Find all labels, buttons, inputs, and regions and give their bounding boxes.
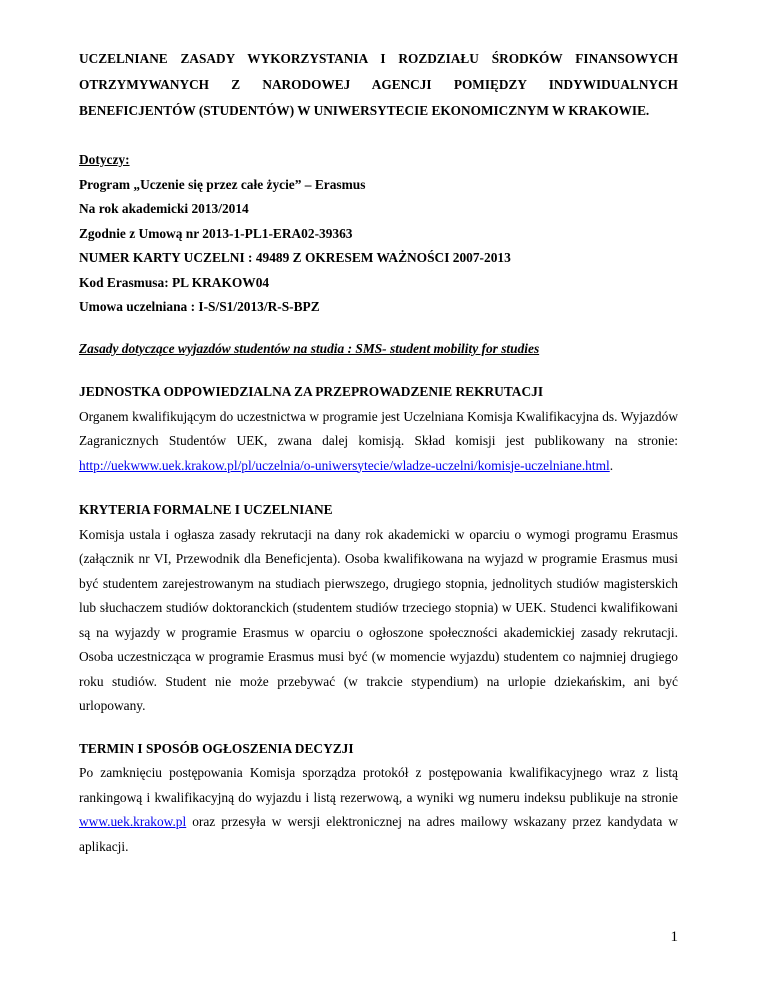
section-heading: JEDNOSTKA ODPOWIEDZIALNA ZA PRZEPROWADZENIE REKRUTACJI	[79, 384, 544, 399]
academic-year-line: Na rok akademicki 2013/2014	[79, 201, 249, 216]
paragraph-text: Po zamknięciu postępowania Komisja sporządza protokół z postępowania kwalifikacyjnego wraz z listą rankingową i kwalifikacyjną do wyjazdu i listą rezerwową, a wyniki wg numeru indeksu publikuje na stronie	[79, 765, 678, 805]
section-recruitment-unit	[79, 380, 678, 478]
paragraph-text-end: .	[609, 457, 614, 473]
program-line: Program „Uczenie się przez całe życie” – Erasmus	[79, 176, 366, 192]
university-agreement-line: Umowa uczelniana : I-S/S1/2013/R-S-BPZ	[79, 299, 320, 314]
section-heading: KRYTERIA FORMALNE I UCZELNIANE	[79, 502, 333, 517]
concerns-label: Dotyczy:	[79, 152, 130, 167]
paragraph-text: Organem kwalifikującym do uczestnictwa w programie jest Uczelniana Komisja Kwalifikacyjna ds. Wyjazdów Zagranicznych Studentów UEK, zwana dalej komisją. Skład komisji jest publikowany na stronie:	[79, 408, 678, 448]
university-website-link[interactable]: www.uek.krakow.pl	[79, 814, 187, 829]
concerns-block	[79, 148, 678, 320]
section-decision-announcement	[79, 737, 678, 860]
erasmus-code-line: Kod Erasmusa: PL KRAKOW04	[79, 274, 270, 290]
document-content	[79, 46, 678, 859]
section-formal-criteria	[79, 498, 678, 719]
agreement-line: Zgodnie z Umową nr 2013-1-PL1-ERA02-39363	[79, 225, 353, 241]
section-paragraph: Komisja ustala i ogłasza zasady rekrutacji na dany rok akademicki w oparciu o wymogi programu Erasmus (załącznik nr VI, Przewodnik dla Beneficjenta). Osoba kwalifikowana na wyjazd w programie Erasmus musi być studentem zarejestrowanym na studiach pierwszego, drugiego stopnia, jednolitych studiów magisterskich lub słuchaczem studiów doktoranckich (studentem studiów trzeciego stopnia) w UEK. Studenci kwalifikowani są na wyjazdy w programie Erasmus w oparciu o ogłoszone społeczności akademickiej zasady rekrutacji. Osoba uczestnicząca w programie Erasmus musi być (w momencie wyjazdu) studentem co najmniej drugiego roku studiów. Student nie może przebywać (w trakcie stypendium) na urlopie dziekańskim, ani być urlopowany.	[79, 526, 678, 713]
document-title: UCZELNIANE ZASADY WYKORZYSTANIA I ROZDZIAŁU ŚRODKÓW FINANSOWYCH OTRZYMYWANYCH Z NARODOWEJ AGENCJI POMIĘDZY INDYWIDUALNYCH BENEFICJENTÓW (STUDENTÓW) W UNIWERSYTECIE EKONOMICZNYM W KRAKOWIE.	[79, 51, 678, 118]
page-number: 1	[670, 929, 678, 945]
section-paragraph	[79, 405, 678, 479]
section-paragraph	[79, 761, 678, 859]
section-heading: TERMIN I SPOSÓB OGŁOSZENIA DECYZJI	[79, 740, 354, 756]
university-card-line: NUMER KARTY UCZELNI : 49489 Z OKRESEM WAŻNOŚCI 2007-2013	[79, 250, 511, 265]
paragraph-text-end: oraz przesyła w wersji elektronicznej na adres mailowy wskazany przez kandydata w aplikacji.	[79, 814, 678, 854]
committee-link[interactable]: http://uekwww.uek.krakow.pl/pl/uczelnia/o-uniwersytecie/wladze-uczelni/komisje-uczelniane.html	[79, 457, 610, 473]
rules-heading: Zasady dotyczące wyjazdów studentów na studia : SMS- student mobility for studies	[79, 340, 540, 356]
